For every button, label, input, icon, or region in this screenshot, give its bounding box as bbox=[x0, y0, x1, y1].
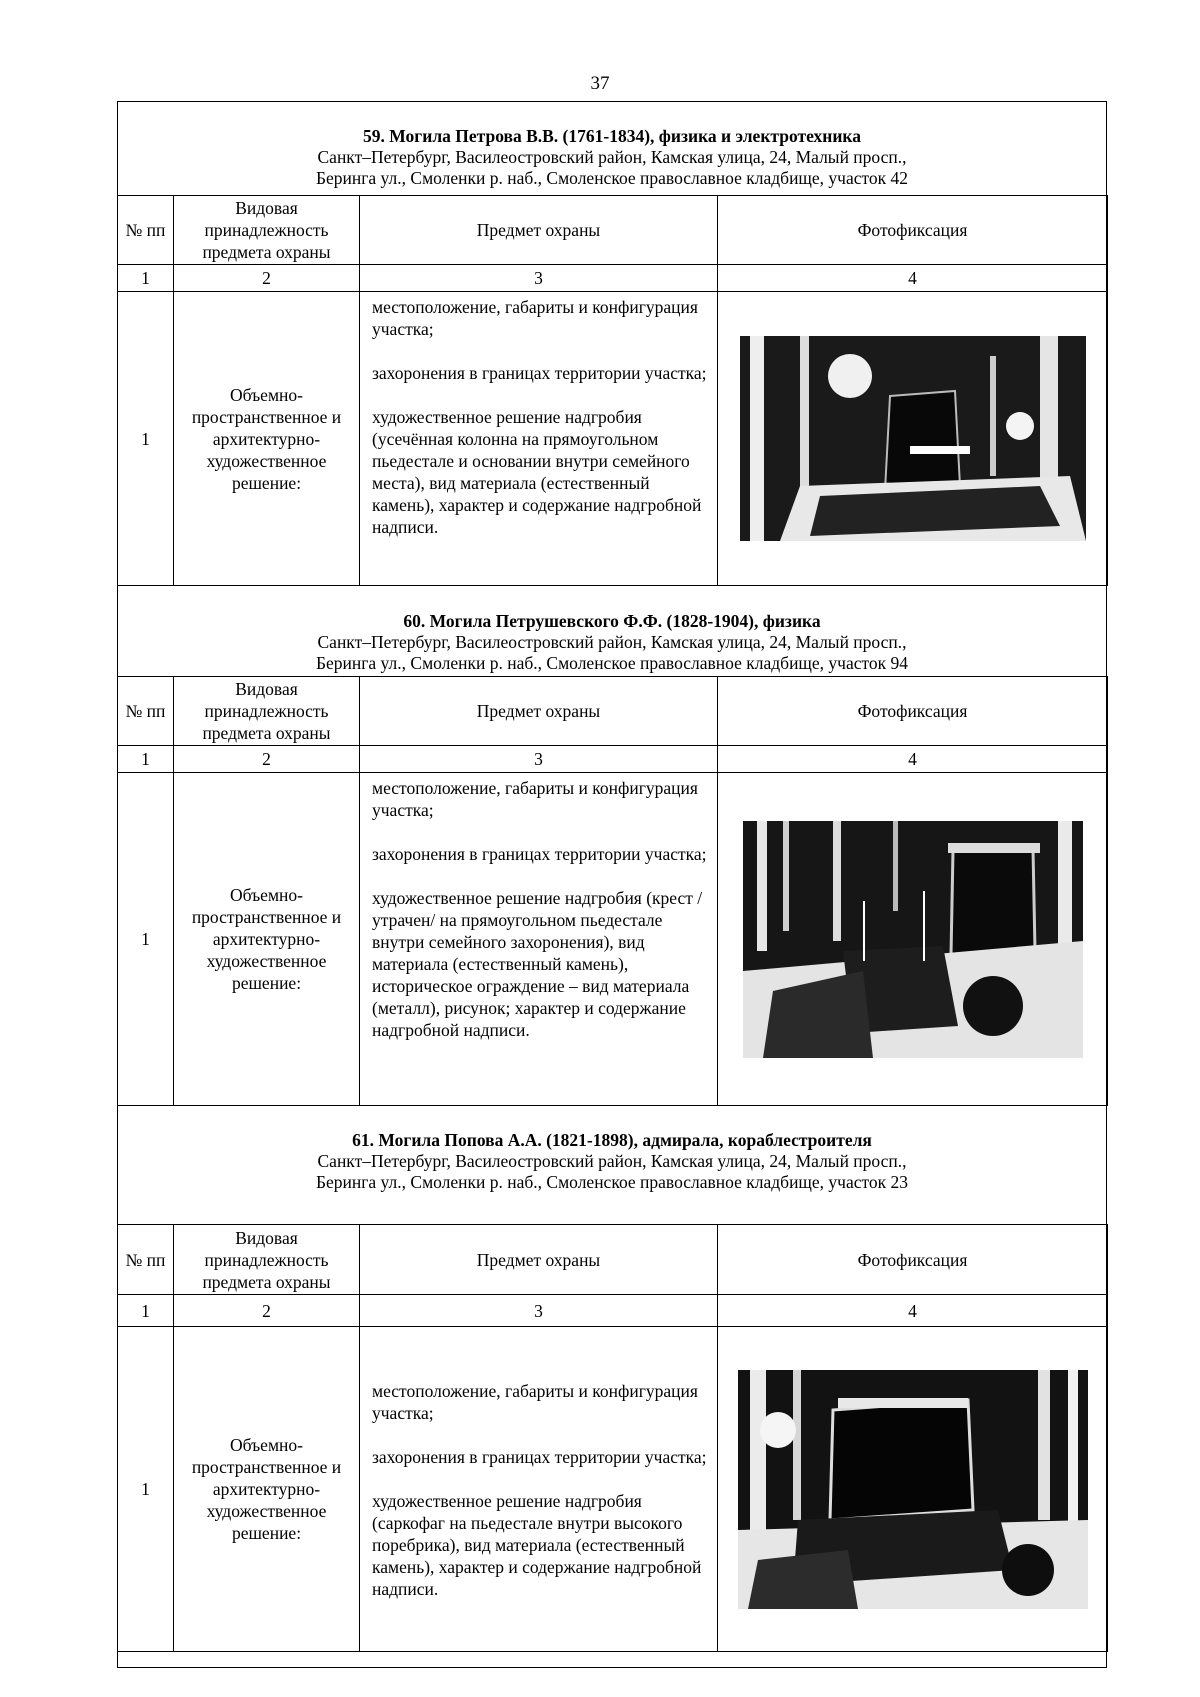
header-type: Видовая принадлежность предмета охраны bbox=[174, 196, 360, 265]
grave-photo bbox=[740, 336, 1086, 541]
row-number: 1 bbox=[118, 1327, 174, 1652]
header-type: Видовая принадлежность предмета охраны bbox=[174, 677, 360, 746]
subject-paragraph: местоположение, габариты и конфигурация участка; bbox=[372, 297, 698, 339]
subject-paragraph: захоронения в границах территории участка; bbox=[372, 1447, 707, 1467]
address-line: Санкт–Петербург, Василеостровский район, Камская улица, 24, Малый просп., bbox=[317, 147, 907, 167]
column-number: 2 bbox=[174, 265, 360, 292]
grave-photo bbox=[743, 821, 1083, 1058]
protection-table bbox=[117, 195, 1108, 586]
address-line: Беринга ул., Смоленки р. наб., Смоленское православное кладбище, участок 23 bbox=[315, 1172, 909, 1192]
type-value: Объемно-пространственное и архитектурно-художественное решение: bbox=[174, 1327, 360, 1652]
row-number: 1 bbox=[118, 773, 174, 1106]
section-title: 60. Могила Петрушевского Ф.Ф. (1828-1904), физика bbox=[403, 611, 821, 631]
section-header bbox=[117, 126, 1107, 189]
column-number: 1 bbox=[118, 265, 174, 292]
subject-paragraph: художественное решение надгробия (усечённая колонна на прямоугольном пьедестале и основании внутри семейного места), вид материала (естественный камень), характер и содержание надгробной надписи. bbox=[372, 407, 702, 537]
type-value: Объемно-пространственное и архитектурно-художественное решение: bbox=[174, 773, 360, 1106]
address-line: Беринга ул., Смоленки р. наб., Смоленское православное кладбище, участок 42 bbox=[315, 168, 909, 188]
column-number: 2 bbox=[174, 1295, 360, 1327]
section-title: 61. Могила Попова А.А. (1821-1898), адмирала, кораблестроителя bbox=[352, 1130, 872, 1150]
section-header bbox=[117, 1130, 1107, 1193]
header-num: № пп bbox=[118, 196, 174, 265]
column-number: 3 bbox=[360, 1295, 718, 1327]
column-number: 4 bbox=[718, 265, 1108, 292]
row-number: 1 bbox=[118, 292, 174, 586]
section-header bbox=[117, 611, 1107, 674]
column-number: 1 bbox=[118, 746, 174, 773]
grave-photo bbox=[738, 1370, 1088, 1609]
header-num: № пп bbox=[118, 1225, 174, 1295]
protection-table bbox=[117, 1224, 1108, 1652]
subject-paragraph: местоположение, габариты и конфигурация участка; bbox=[372, 778, 698, 820]
address-line: Санкт–Петербург, Василеостровский район, Камская улица, 24, Малый просп., bbox=[317, 1151, 907, 1171]
subject-paragraph: художественное решение надгробия (крест /утрачен/ на прямоугольном пьедестале внутри семейного захоронения), вид материала (естественный камень), историческое ограждение – вид материала (металл), рисунок; характер и содержание надгробной надписи. bbox=[372, 888, 703, 1040]
photo-cell bbox=[718, 773, 1108, 1106]
section-title: 59. Могила Петрова В.В. (1761-1834), физика и электротехника bbox=[363, 126, 861, 146]
column-number: 3 bbox=[360, 265, 718, 292]
type-value: Объемно-пространственное и архитектурно-художественное решение: bbox=[174, 292, 360, 586]
header-photo: Фотофиксация bbox=[718, 196, 1108, 265]
header-subject: Предмет охраны bbox=[360, 1225, 718, 1295]
subject-paragraph: художественное решение надгробия (саркофаг на пьедестале внутри высокого поребрика), вид материала (естественный камень), характер и содержание надгробной надписи. bbox=[372, 1491, 702, 1599]
page-number: 37 bbox=[590, 73, 610, 94]
address-line: Беринга ул., Смоленки р. наб., Смоленское православное кладбище, участок 94 bbox=[315, 653, 909, 673]
column-number: 4 bbox=[718, 746, 1108, 773]
subject-paragraph: захоронения в границах территории участка; bbox=[372, 363, 707, 383]
header-photo: Фотофиксация bbox=[718, 1225, 1108, 1295]
subject-cell bbox=[360, 292, 718, 586]
header-subject: Предмет охраны bbox=[360, 677, 718, 746]
photo-cell bbox=[718, 292, 1108, 586]
subject-paragraph: местоположение, габариты и конфигурация участка; bbox=[372, 1381, 698, 1423]
protection-table bbox=[117, 676, 1108, 1106]
header-subject: Предмет охраны bbox=[360, 196, 718, 265]
subject-cell bbox=[360, 1327, 718, 1652]
column-number: 1 bbox=[118, 1295, 174, 1327]
subject-cell bbox=[360, 773, 718, 1106]
header-type: Видовая принадлежность предмета охраны bbox=[174, 1225, 360, 1295]
header-num: № пп bbox=[118, 677, 174, 746]
column-number: 4 bbox=[718, 1295, 1108, 1327]
header-photo: Фотофиксация bbox=[718, 677, 1108, 746]
photo-cell bbox=[718, 1327, 1108, 1652]
address-line: Санкт–Петербург, Василеостровский район, Камская улица, 24, Малый просп., bbox=[317, 632, 907, 652]
column-number: 3 bbox=[360, 746, 718, 773]
column-number: 2 bbox=[174, 746, 360, 773]
subject-paragraph: захоронения в границах территории участка; bbox=[372, 844, 707, 864]
